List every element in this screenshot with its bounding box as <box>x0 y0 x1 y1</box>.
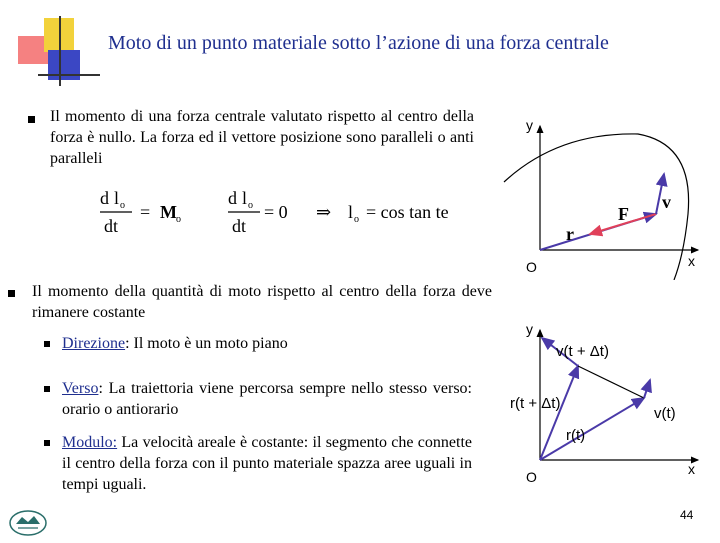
eq2-rhs: = 0 <box>264 202 288 222</box>
term-direzione: Direzione <box>62 335 126 352</box>
bullet-marker-2 <box>8 290 15 297</box>
bottom-v-t-label: v(t) <box>654 405 676 422</box>
bottom-x-label: x <box>688 461 695 477</box>
sub-bullet-2-text: : La traiettoria viene percorsa sempre nello stesso verso: orario o antiorario <box>62 380 472 418</box>
eq2-d: d <box>228 188 237 208</box>
seal-icon <box>8 508 48 538</box>
implies-symbol: ⇒ <box>316 202 332 222</box>
bottom-origin-label: O <box>526 469 537 485</box>
bottom-r-t-dt-label: r(t + Δt) <box>510 395 561 412</box>
top-x-label: x <box>688 253 695 269</box>
sub-bullet-marker-3 <box>44 440 50 446</box>
eq2-dt: dt <box>232 216 247 236</box>
bullet-marker-1 <box>28 116 35 123</box>
bottom-r-t-dt-vector <box>540 366 578 460</box>
sub-bullet-marker-1 <box>44 341 50 347</box>
eq1-d: d <box>100 188 109 208</box>
equation-graphic <box>92 184 482 244</box>
eq1-sub-o: o <box>120 200 125 211</box>
diagram-top <box>498 104 710 280</box>
top-origin-label: O <box>526 259 537 275</box>
bottom-v-t-dt-label: v(t + Δt) <box>556 343 609 360</box>
top-F-label: F <box>618 204 629 224</box>
sub-bullet-3-text: La velocità areale è costante: il segmento che connette il centro della forza con il punto materiale spazza aree uguali in tempi uguali. <box>62 434 472 493</box>
eq1-l: l <box>114 188 120 208</box>
logo-squares-graphic <box>14 16 104 86</box>
top-v-label: v <box>662 192 671 212</box>
top-y-label: y <box>526 117 533 133</box>
bullet-text-2: Il momento della quantità di moto rispetto al centro della forza deve rimanere costante <box>32 283 492 321</box>
top-r-label: r <box>566 224 574 244</box>
eq3-l: l <box>348 202 354 222</box>
university-seal <box>8 508 48 538</box>
sub-bullet-1-text: : Il moto è un moto piano <box>125 335 288 352</box>
decorative-logo <box>14 16 104 86</box>
eq2-l: l <box>242 188 248 208</box>
equation-row <box>92 184 482 244</box>
eq1-dt: dt <box>104 216 119 236</box>
bottom-v-t-vector <box>644 380 650 398</box>
bullet-text-1: Il momento di una forza centrale valutato rispetto al centro della forza è nullo. La forza ed il vettore posizione sono paralleli o anti paralleli <box>50 108 474 167</box>
eq3-rhs: = cos tan te <box>366 202 449 222</box>
areal-velocity-diagram <box>498 316 710 490</box>
sub-bullet-2 <box>62 378 472 420</box>
bottom-y-label: y <box>526 321 533 337</box>
eq1-M: M <box>160 202 177 222</box>
eq1-M-sub: o <box>176 214 181 225</box>
page-number: 44 <box>680 508 694 522</box>
bottom-r-t-label: r(t) <box>566 427 586 444</box>
sub-bullet-marker-2 <box>44 386 50 392</box>
eq1-equals: = <box>140 202 151 222</box>
diagram-bottom <box>498 316 710 490</box>
bottom-chord <box>578 366 644 398</box>
sub-bullet-3 <box>62 432 472 495</box>
eq2-sub-o: o <box>248 200 253 211</box>
slide-title: Moto di un punto materiale sotto l’azione di una forza centrale <box>108 32 609 54</box>
eq3-sub-o: o <box>354 214 359 225</box>
term-verso: Verso <box>62 380 99 397</box>
term-modulo: Modulo: <box>62 434 118 451</box>
sub-bullet-1 <box>62 333 472 354</box>
central-force-diagram <box>498 104 710 280</box>
